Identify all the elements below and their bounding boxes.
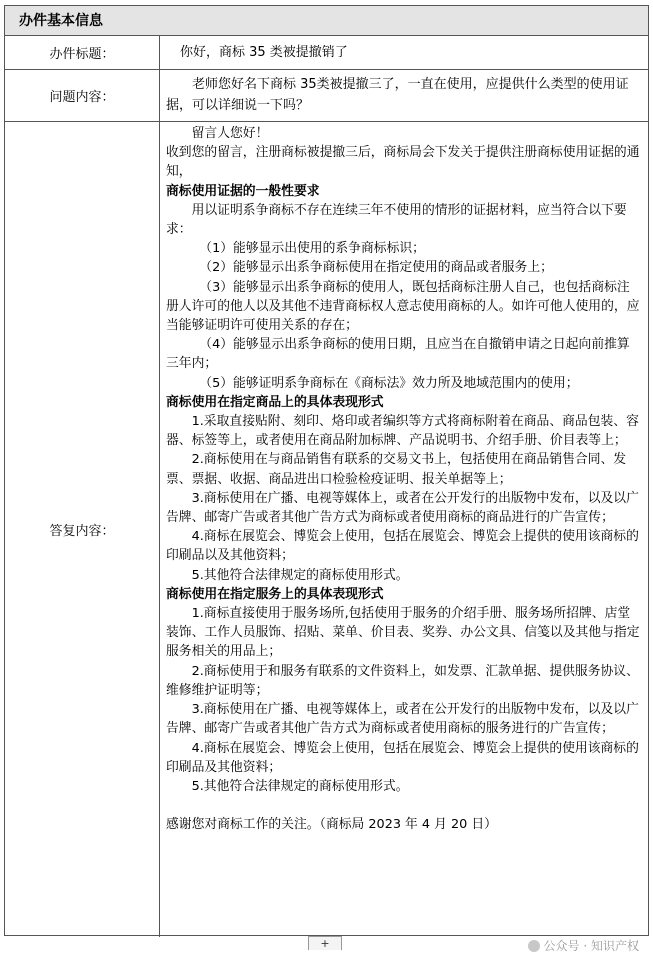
answer-list-item: （3）能够显示出系争商标的使用人，既包括商标注册人自己，也包括商标注册人许可的他人以及其他不违背商标权人意志使用商标的人。如许可他人使用的，应当能够证明许可使用关系的存在；	[166, 279, 640, 334]
question-row	[5, 70, 648, 122]
answer-list-item: 4.商标在展览会、博览会上使用，包括在展览会、博览会上提供的使用该商标的印刷品以及其他资料；	[166, 529, 639, 564]
answer-list-item: 1.采取直接贴附、刻印、烙印或者编织等方式将商标附着在商品、商品包装、容器、标签等上，或者使用在商品附加标牌、产品说明书、介绍手册、价目表等上；	[166, 414, 639, 449]
answer-heading: 商标使用证据的一般性要求	[166, 183, 320, 199]
title-label: 办件标题：	[5, 36, 160, 69]
title-row	[5, 36, 648, 70]
answer-list-item: （5）能够证明系争商标在《商标法》效力所及地域范围内的使用；	[199, 375, 579, 391]
info-table	[4, 5, 649, 936]
answer-heading: 商标使用在指定服务上的具体表现形式	[166, 586, 384, 602]
answer-list-item: 4.商标在展览会、博览会上使用，包括在展览会、博览会上提供的使用该商标的印刷品及其他资料；	[166, 740, 639, 775]
add-sheet-tab[interactable]: +	[308, 936, 342, 950]
answer-list-item: 3.商标使用在广播、电视等媒体上，或者在公开发行的出版物中发布，以及以广告牌、邮寄广告或者其他广告方式为商标或者使用商标的服务进行的广告宣传；	[166, 702, 639, 737]
question-value	[160, 70, 648, 121]
answer-paragraph: 收到您的留言，注册商标被提撤三后，商标局会下发关于提供注册商标使用证据的通知，	[166, 145, 640, 180]
answer-closing: 感谢您对商标工作的关注。（商标局 2023 年 4 月 20 日）	[166, 817, 497, 833]
answer-list-item: 5.其他符合法律规定的商标使用形式。	[191, 778, 409, 794]
question-text: 老师您好名下商标 35类被提撤三了，一直在使用，应提供什么类型的使用证据，可以详细说一下吗？	[166, 77, 629, 113]
answer-heading: 商标使用在指定商品上的具体表现形式	[166, 394, 384, 410]
answer-label: 答复内容：	[5, 122, 160, 937]
answer-list-item: 3.商标使用在广播、电视等媒体上，或者在公开发行的出版物中发布，以及以广告牌、邮寄广告或者其他广告方式为商标或者使用商标的商品进行的广告宣传；	[166, 490, 639, 526]
answer-list-item: 5.其他符合法律规定的商标使用形式。	[191, 567, 409, 583]
title-value: 你好，商标 35 类被提撤销了	[180, 45, 348, 60]
answer-list-item: 2.商标使用于和服务有联系的文件资料上，如发票、汇款单据、提供服务协议、维修维护证明等；	[166, 663, 639, 698]
watermark-text: 公众号 · 知识产权	[543, 939, 639, 953]
watermark	[528, 937, 639, 954]
answer-list-item: （4）能够显示出系争商标的使用日期，且应当在自撤销申请之日起向前推算三年内；	[166, 337, 630, 372]
section-title: 办件基本信息	[5, 6, 648, 36]
answer-list-item: 1.商标直接使用于服务场所,包括使用于服务的介绍手册、服务场所招牌、店堂装饰、工作人员服饰、招贴、菜单、价目表、奖券、办公文具、信笺以及其他与指定服务相关的用品上；	[166, 606, 640, 660]
answer-list-item: 2.商标使用在与商品销售有联系的交易文书上，包括使用在商品销售合同、发票、票据、收据、商品进出口检验检疫证明、报关单据等上；	[166, 452, 627, 487]
answer-greeting: 留言人您好！	[191, 126, 269, 141]
answer-body	[160, 122, 648, 937]
answer-row	[5, 122, 648, 937]
answer-list-item: （2）能够显示出系争商标使用在指定使用的商品或者服务上；	[199, 260, 553, 276]
question-label: 问题内容：	[5, 70, 160, 121]
answer-list-item: （1）能够显示出使用的系争商标标识；	[199, 241, 425, 257]
answer-paragraph: 用以证明系争商标不存在连续三年不使用的情形的证据材料，应当符合以下要求：	[166, 202, 627, 238]
